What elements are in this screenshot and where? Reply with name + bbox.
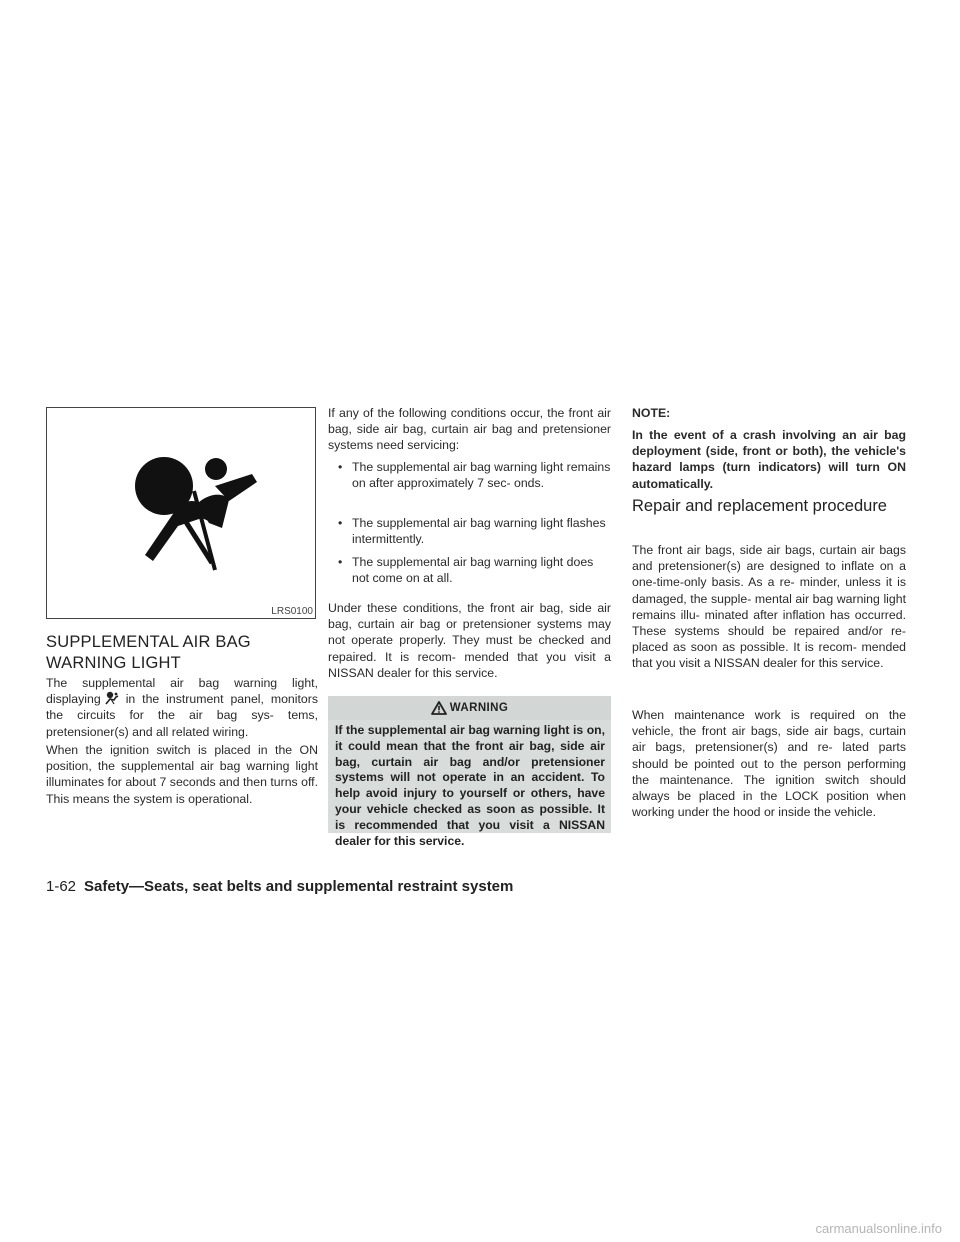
list-item <box>338 459 611 491</box>
paragraph-conditions-intro: If any of the following conditions occur, the front air bag, side air bag, curtain air bag and pretensioner systems need servicing: <box>328 406 611 453</box>
warning-text: If the supplemental air bag warning light is on, it could mean that the front air bag, side air bag, curtain air bag and/or pretensioner systems will not operate in an accident. To help avoid injury to yourself or others, have your vehicle checked as soon as possible. It is recommended that you visit a NISSAN dealer for this service. <box>335 723 605 848</box>
warning-box <box>328 720 611 848</box>
paragraph-repair-1: The front air bags, side air bags, curtain air bags and pretensioner(s) are designed to inflate on a one-time-only basis. As a re- minder, unless it is damaged, the supple- mental air bag warning light remains illu- minated after inflation has occurred. These systems should be repaired and/or re- placed as soon as possible. It is recom- mended that you visit a NISSAN dealer for this service. <box>632 543 906 671</box>
paragraph-text: in the instrument panel, monitors the circuits for the air bag sys- tems, pretensioner(s) and all related wiring. <box>46 692 318 739</box>
warning-header <box>328 696 611 720</box>
paragraph-under-conditions: Under these conditions, the front air bag, side air bag, curtain air bag or pretensioner systems may not operate properly. They must be checked and repaired. It is recom- mended that you visit a NISSAN dealer for this service. <box>328 601 611 680</box>
airbag-warning-icon <box>47 408 315 618</box>
section-title-repair: Repair and replacement procedure <box>632 497 887 515</box>
list-item-text: The supplemental air bag warning light does not come on at all. <box>352 555 594 586</box>
page-footer <box>46 878 513 895</box>
paragraph-repair-2: When maintenance work is required on the vehicle, the front air bags, side air bags, curtain air bags, pretensioner(s) and re- lated parts should be pointed out to the person performing the maintenance. The ignition switch should always be placed in the LOCK position when working under the hood or inside the vehicle. <box>632 708 906 820</box>
bullet-dot: • <box>338 516 343 530</box>
airbag-figure <box>46 407 316 619</box>
section-title-airbag-warning-light: SUPPLEMENTAL AIR BAG WARNING LIGHT <box>46 633 251 672</box>
page-number: 1-62 <box>46 878 77 895</box>
airbag-inline-icon <box>104 691 120 705</box>
bullet-dot: • <box>338 555 343 569</box>
paragraph-text: The supplemental air bag warning light, displaying <box>46 676 318 707</box>
note-label: NOTE: <box>632 406 671 420</box>
bullet-dot: • <box>338 460 343 474</box>
list-item-text: The supplemental air bag warning light flashes intermittently. <box>352 516 606 547</box>
list-item <box>338 515 611 547</box>
list-item-text: The supplemental air bag warning light remains on after approximately 7 sec- onds. <box>352 460 611 491</box>
warning-triangle-icon <box>431 701 447 715</box>
warning-label: WARNING <box>449 702 509 714</box>
paragraph-warning-light-intro <box>46 675 318 740</box>
watermark: carmanualsonline.info <box>815 1221 942 1236</box>
chapter-title: Safety—Seats, seat belts and supplemental restraint system <box>84 878 514 895</box>
figure-code: LRS0100 <box>271 606 313 617</box>
list-item <box>338 554 611 586</box>
note-text: In the event of a crash involving an air bag deployment (side, front or both), the vehicle's hazard lamps (turn indicators) will turn ON automatically. <box>632 428 906 491</box>
paragraph-ignition-on: When the ignition switch is placed in the ON position, the supplemental air bag warning light illuminates for about 7 seconds and then turns off. This means the system is operational. <box>46 743 318 806</box>
